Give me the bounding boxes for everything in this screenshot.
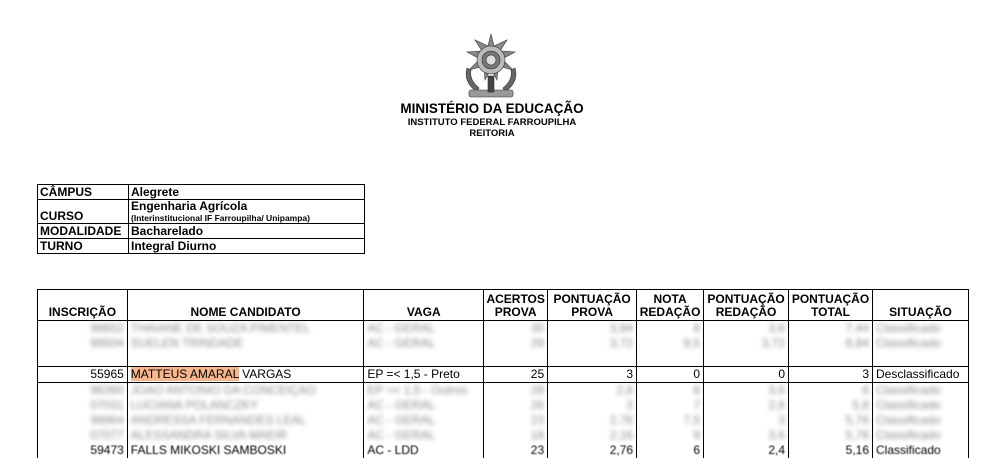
- table-row: 98504 SUELEN TRINDADE AC - GERAL 29 3,72 9,5 3,72 6,84 Classificado: [38, 336, 969, 351]
- col-vaga: VAGA: [364, 290, 484, 321]
- campus-value: Alegrete: [129, 185, 365, 200]
- curso-value: Engenharia Agrícola: [131, 199, 248, 213]
- table-row: 96360 JOAO ANTONIO DA CONCEIÇAO EP =< 1,5 - Outros 28 2,8 8 3,6 6 Classificado: [38, 383, 969, 399]
- results-header-row: [38, 290, 969, 321]
- turno-row: [38, 239, 365, 254]
- col-situacao: SITUAÇÃO: [873, 290, 969, 321]
- modalidade-row: [38, 224, 365, 239]
- name-highlight: MATTEUS AMARAL: [130, 367, 239, 381]
- unit-title: REITORIA: [469, 128, 515, 139]
- col-acertos: ACERTOS PROVA: [484, 290, 548, 321]
- curso-cell: [129, 200, 365, 224]
- table-row: 98652 THAIANE DE SOUZA PIMENTEL AC - GERAL 30 3,84 8 3,6 7,44 Classificado: [38, 321, 969, 337]
- table-row: 98964 ANDRESSA FERNANDES LEAL AC - GERAL 23 2,76 7,5 3 5,76 Classificado: [38, 413, 969, 428]
- modalidade-label: MODALIDADE: [38, 224, 129, 239]
- campus-row: [38, 185, 365, 200]
- results-table: [37, 289, 969, 458]
- curso-label: CURSO: [38, 200, 129, 224]
- col-nota-redacao: NOTA REDAÇÃO: [637, 290, 704, 321]
- table-row: 07031 LUCIANA POLANCZKY AC - GERAL 26 3 7 2,8 5,8 Classificado: [38, 398, 969, 413]
- campus-label: CÂMPUS: [38, 185, 129, 200]
- col-pontuacao-redacao: PONTUAÇÃO REDAÇÃO: [704, 290, 789, 321]
- col-pontuacao-total: PONTUAÇÃO TOTAL: [789, 290, 873, 321]
- col-nome: NOME CANDIDATO: [127, 290, 364, 321]
- pontuacao-redacao-value: 0: [704, 367, 789, 383]
- table-row: 07077 ALESSANDRA SILVA MAEIR AC - GERAL 18 2,16 9 3,6 5,76 Classificado: [38, 428, 969, 443]
- inscricao-value: 55965: [38, 367, 128, 383]
- table-row: 59473 FALLS MIKOSKI SAMBOSKI AC - LDD 23 2,76 6 2,4 5,16 Classificado: [38, 443, 969, 458]
- nota-redacao-value: 0: [637, 367, 704, 383]
- institute-title: INSTITUTO FEDERAL FARROUPILHA: [407, 117, 577, 128]
- ministry-title: MINISTÉRIO DA EDUCAÇÃO: [400, 101, 584, 116]
- course-info-table: [37, 184, 365, 254]
- curso-row: [38, 200, 365, 224]
- modalidade-value: Bacharelado: [129, 224, 365, 239]
- acertos-value: 25: [484, 367, 548, 383]
- vaga-value: EP =< 1,5 - Preto: [364, 367, 484, 383]
- pontuacao-total-value: 3: [789, 367, 873, 383]
- col-pontuacao-prova: PONTUAÇÃO PROVA: [548, 290, 637, 321]
- col-inscricao: INSCRIÇÃO: [38, 290, 128, 321]
- turno-value: Integral Diurno: [129, 239, 365, 254]
- pontuacao-prova-value: 3: [548, 367, 637, 383]
- highlighted-candidate-row: [38, 367, 969, 383]
- candidate-name: MATTEUS AMARAL VARGAS: [127, 367, 364, 383]
- turno-label: TURNO: [38, 239, 129, 254]
- brasao-republica-icon: [455, 32, 527, 102]
- curso-note: (Interinstitucional IF Farroupilha/ Unipampa): [131, 213, 310, 223]
- situacao-value: Desclassificado: [873, 367, 969, 383]
